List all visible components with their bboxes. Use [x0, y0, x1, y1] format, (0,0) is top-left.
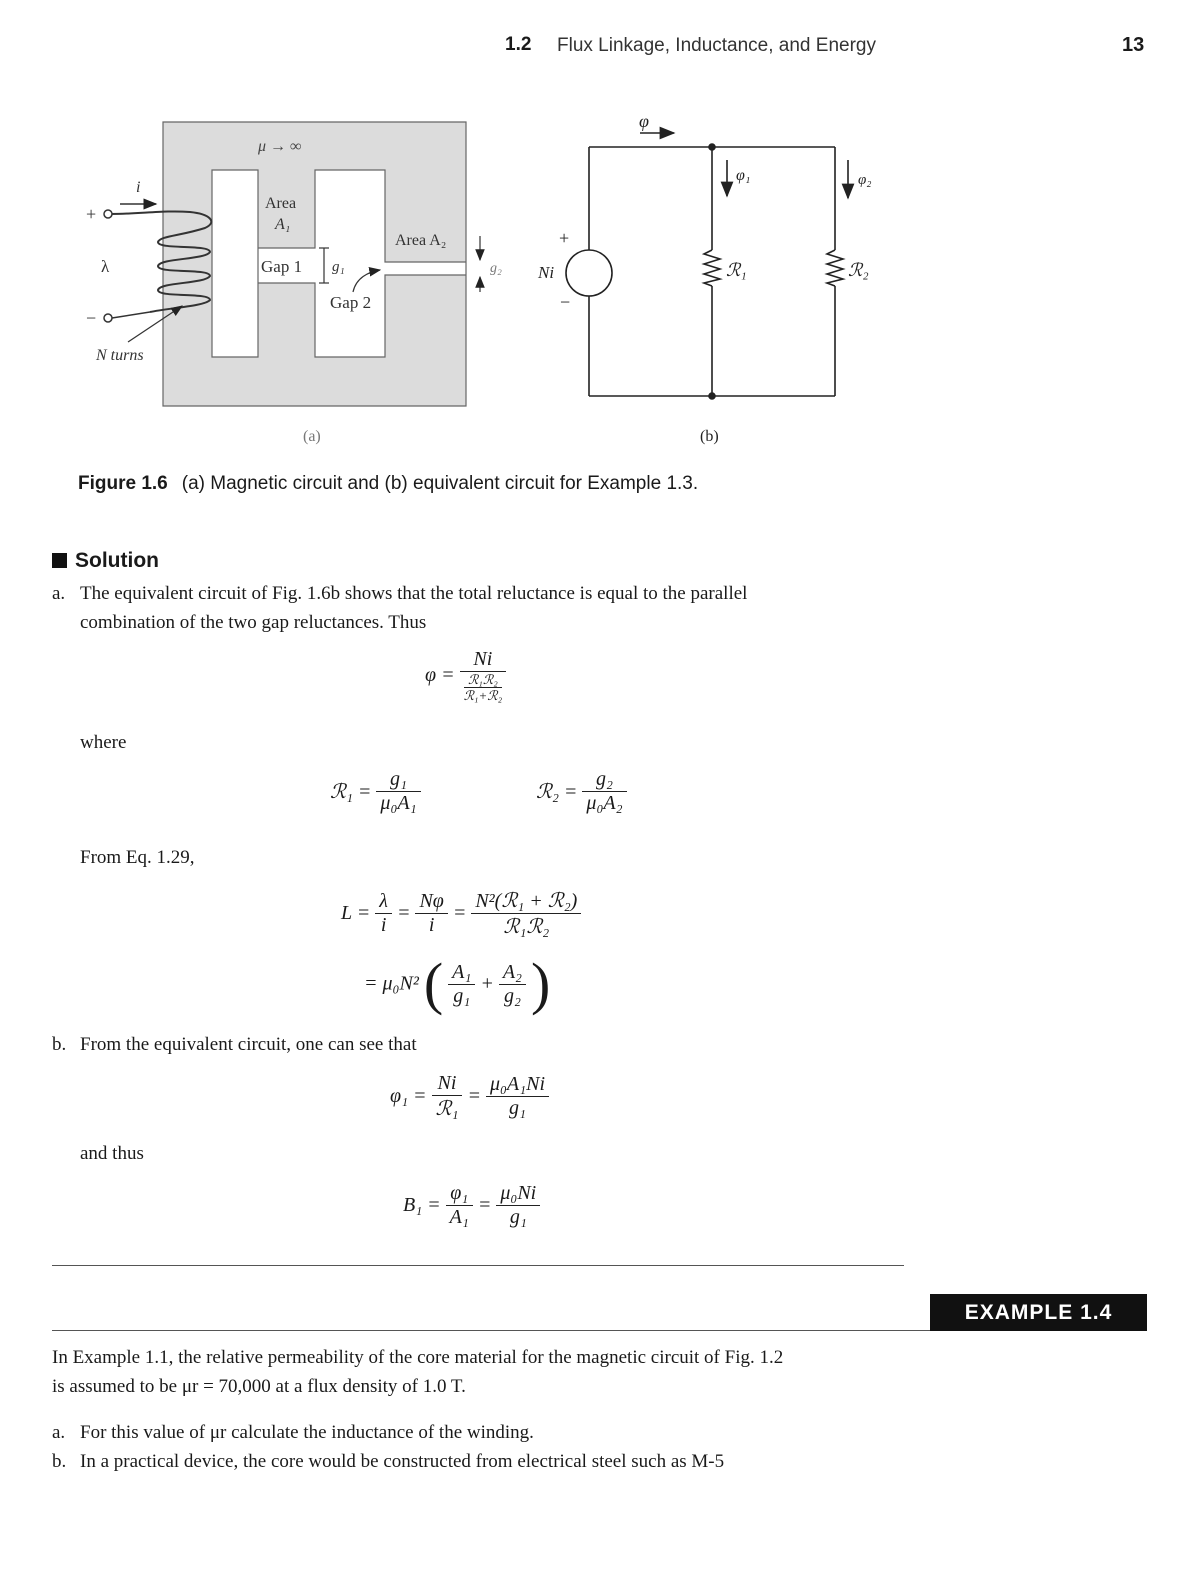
- equivalent-circuit-diagram: [566, 133, 848, 399]
- phi1-label: φ₁: [736, 167, 751, 184]
- eq1-den-numerator: ℛ₁ℛ₂: [467, 672, 498, 687]
- reluctance-r1: [704, 250, 720, 286]
- equation-b1: B₁ = $\frac{\text{φ₁}}{\text{A₁}}$ = $\frac{\text{μ₀Ni}}{\text{g₁}}$: [403, 1182, 540, 1229]
- eq1-lhs: φ =: [425, 664, 455, 686]
- phi-label: φ: [639, 111, 649, 131]
- from-eq-text: From Eq. 1.29,: [80, 847, 195, 868]
- example-badge: EXAMPLE 1.4: [930, 1294, 1147, 1331]
- example-item-b-label: b.: [52, 1451, 67, 1472]
- figure-caption-text: (a) Magnetic circuit and (b) equivalent circuit for Example 1.3.: [181, 473, 699, 494]
- example-intro-line2: is assumed to be μr = 70,000 at a flux density of 1.0 T.: [52, 1376, 466, 1397]
- gap2-label: Gap 2: [330, 293, 372, 312]
- gap1-label: Gap 1: [261, 257, 303, 276]
- magnetic-core: [163, 122, 466, 406]
- example-item-a-text: For this value of μr calculate the inductance of the winding.: [80, 1422, 534, 1443]
- section-divider: [52, 1265, 904, 1266]
- area1-label-line1: Area: [265, 195, 297, 212]
- example-item-a-label: a.: [52, 1422, 66, 1443]
- where-text: where: [80, 732, 127, 753]
- example-divider: [52, 1330, 932, 1331]
- magnetic-core-diagram: [86, 122, 502, 445]
- equation-phi1: φ₁ = $\frac{Ni}{\text{ℛ₁}}$ = $\frac{\text{μ₀A₁Ni}}{\text{g₁}}$: [390, 1072, 549, 1121]
- source-plus: +: [559, 228, 570, 248]
- part-a-label: a.: [52, 583, 66, 604]
- phi2-label: φ₂: [858, 172, 872, 188]
- mu-infinity-label: μ → ∞: [258, 138, 302, 155]
- terminal-minus-label: −: [86, 308, 97, 328]
- solution-heading: Solution: [52, 549, 159, 573]
- part-b-text: From the equivalent circuit, one can see that: [80, 1034, 417, 1055]
- area2-label: Area A₂: [395, 232, 447, 249]
- source-label: Ni: [538, 263, 555, 282]
- current-label: i: [136, 179, 141, 196]
- mmf-source: [566, 250, 612, 296]
- part-a-sublabel: (a): [303, 428, 321, 445]
- r2-label: ℛ₂: [848, 260, 869, 280]
- section-title: Flux Linkage, Inductance, and Energy: [557, 35, 876, 56]
- r1-label: ℛ₁: [726, 260, 747, 280]
- reluctance-r2: [827, 250, 843, 286]
- part-b-sublabel: (b): [700, 428, 719, 445]
- turns-label: N turns: [96, 347, 144, 364]
- equation-r1: ℛ₁ = $\frac{\text{g₁}}{\text{μ₀A₁}}$: [330, 768, 421, 815]
- part-a-paragraph: [80, 579, 900, 637]
- part-b-label: b.: [52, 1034, 67, 1055]
- figure-1-6: [0, 0, 1200, 460]
- g1-label: g₁: [332, 259, 345, 275]
- example-intro-line1: In Example 1.1, the relative permeability of the core material for the magnetic circuit of Fig. 1.2: [52, 1347, 784, 1368]
- eq1-den-denominator: ℛ₁+ℛ₂: [463, 688, 503, 703]
- solution-bullet-icon: [52, 553, 67, 568]
- example-item-b-text: In a practical device, the core would be constructed from electrical steel such as M-5: [80, 1451, 725, 1472]
- area1-label-line2: A₁: [275, 216, 291, 233]
- eq1-numerator: Ni: [473, 648, 493, 670]
- source-minus: −: [560, 292, 571, 312]
- section-number: 1.2: [505, 34, 532, 55]
- terminal-plus-label: +: [86, 204, 97, 224]
- figure-caption-label: Figure 1.6: [78, 473, 168, 494]
- equation-phi-total: [425, 648, 506, 703]
- flux-linkage-label: λ: [101, 257, 110, 276]
- figure-caption: [78, 473, 698, 495]
- equation-inductance: L = $\frac{\lambda}{i}$ = $\frac{N\varphi}{i}$ = $\frac{\text{N²(ℛ₁ + ℛ₂)}}{\text{ℛ₁ℛ₂}}$: [341, 888, 581, 939]
- g2-label: g₂: [490, 261, 502, 276]
- part-a-line2: combination of the two gap reluctances. Thus: [80, 612, 427, 633]
- equation-r2: ℛ₂ = $\frac{\text{g₂}}{\text{μ₀A₂}}$: [536, 768, 627, 815]
- part-a-line1: The equivalent circuit of Fig. 1.6b shows that the total reluctance is equal to the parallel: [80, 583, 748, 604]
- equation-inductance-expanded: = μ₀N² ( $\frac{\text{A₁}}{\text{g₁}}$ + $\frac{\text{A₂}}{\text{g₂}}$ ): [364, 951, 551, 1016]
- page-number: 13: [1122, 34, 1145, 56]
- and-thus-text: and thus: [80, 1143, 144, 1164]
- example-intro: [52, 1343, 912, 1401]
